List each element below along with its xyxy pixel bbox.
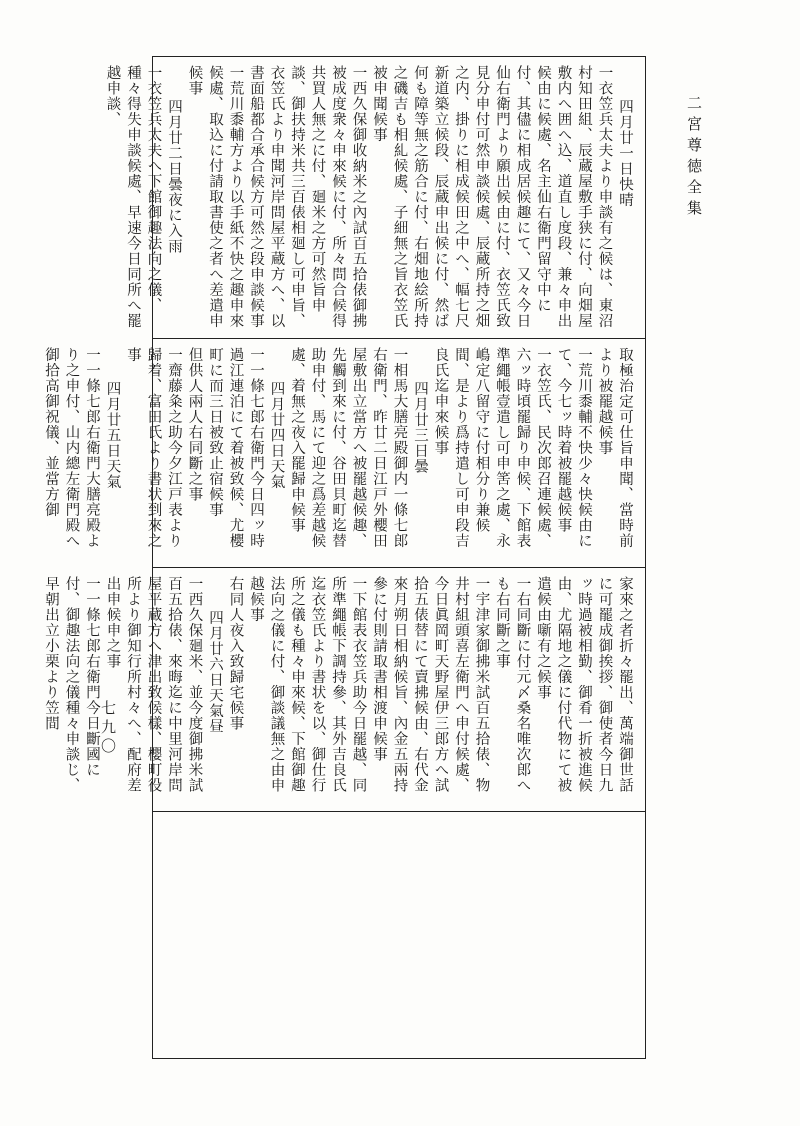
diary-entry: 一一條七郎右衛門今日四ッ時過江連泊にて着被致候、尤櫻町に而三日被致止宿候事 xyxy=(207,347,264,549)
diary-entry: 取極治定可仕旨申聞、當時前より被罷越候事 xyxy=(596,347,633,549)
date-heading: 四月廿二日曇夜に入雨 xyxy=(166,99,182,254)
diary-entry: 一齋藤粂之助今夕江戸表より歸着、富田氏より書状到來之事 xyxy=(125,347,182,549)
text-tier-2 xyxy=(43,339,645,568)
text-tier-1 xyxy=(104,57,645,339)
diary-entry: 一下館表衣笠兵助今日罷越、同所準繩帳下調持參、其外吉良氏迄衣笠氏より書状を以、御仕行所之儀も種々申來候、下館御趣法向之儀に付、御談議無之由申越候事 xyxy=(248,576,367,793)
diary-entry: 一一條七郎右衛門今日斷國に付、御趣法向之儀種々申談じ、早朝出立小栗より笠間 xyxy=(43,576,100,793)
running-head: 二宮尊徳全集 xyxy=(685,95,703,221)
diary-entry: 一相馬大膳亮殿御内一條七郎右衛門、昨廿二日江戸外櫻田屋敷出立當方へ被罷越候趣、先觸到來に付、谷田貝町迄替助申付、馬にて迎之爲差越候處、着無之夜入罷歸申候事 xyxy=(289,347,408,549)
diary-entry: 一衣笠氏、民次郎召連候處、六ッ時頃罷歸り申候、下館表準繩帳壹遣し可申筈之處、永嶋定八留守に付相分り兼候間、是より爲持遣し可申段吉良氏迄申來候事 xyxy=(432,347,551,549)
date-heading: 四月廿三日曇 xyxy=(412,381,428,474)
date-heading: 四月廿六日天氣昼 xyxy=(207,610,223,734)
diary-entry: 一宇津家御拂米試百五拾俵、物井村組頭喜左衛門へ申付候處、今日眞岡町天野屋伊三郎方へ試拾五俵替にて賣拂候由、右代金來月朔日相納候旨、內金五兩持參に付則請取書相渡申候事 xyxy=(371,576,490,793)
diary-entry: 一荒川黍輔方より以手紙不快之趣申來候處、取込に付請取書使之者へ差遣申候事 xyxy=(186,65,244,329)
date-heading: 四月廿五日天氣 xyxy=(104,381,121,490)
diary-entry: 一荒川黍輔不快少々快候由にて、今七ッ時着被罷越候事 xyxy=(555,347,592,549)
diary-entry: 一右同斷に付元〆桑名唯次郎へも右同斷之事 xyxy=(494,576,531,793)
diary-entry: 一一條七郎右衛門大膳亮殿より之申付、山内總左衛門殿へ御拾高御祝儀、並當方御 xyxy=(43,347,100,549)
page-number: 七九〇 xyxy=(99,700,117,757)
tier-text xyxy=(43,347,635,559)
date-heading: 四月廿一日快晴 xyxy=(617,99,633,208)
text-tier-4 xyxy=(153,812,645,1058)
tier-text xyxy=(163,820,635,1050)
date-heading: 四月廿四日天氣 xyxy=(268,381,285,490)
diary-entry: 一衣笠兵太夫へ下館御趣法向之儀、種々得失申談候處、早速今日同所へ罷越申談、 xyxy=(104,65,162,329)
diary-entry: 家來之者折々罷出、萬端御世話に可罷成御挨拶、御使者今日九ッ時過被相勤、御肴一折被進候由、尤隔地之儀に付代物にて被遣候由噺有之候事 xyxy=(535,576,633,793)
tier-text xyxy=(104,65,635,330)
diary-entry: 一西久保御收納米之內試百五拾俵御拂被成度衆々申來候に付、所々問合候得共買人無之に付、廻米之方可然旨申談、御扶持米共三百俵相廻し可申旨、衣笠氏より申聞河岸問屋平蔵方へ、以書面船都合承合候方可然之段申談候事 xyxy=(248,65,367,329)
diary-entry: 一西久保廻米、並今度御拂米試百五拾俵、來晦迄に中里河岸問屋平蔵方へ津出致候樣、櫻町役所より御知行所村々へ、配府差出申候申之事 xyxy=(104,576,203,793)
diary-entry: 但供人兩人右同斷之事 xyxy=(186,347,203,502)
diary-entry: 一衣笠兵太夫より申談有之候は、東沼村知田組、辰蔵屋敷手狭に付、向畑屋敷内へ囲へ込、道直し度段、兼々申出候由に候處、名主仙右衛門留守中に付、其儘に相成居候趣にて、又々今日仙右衛門より願出候由に付、衣笠氏致見分申付可然申談候處、辰蔵所持之畑之内、掛りに相成候田之中へ、幅七尺新道築立候段、辰蔵申出候に付、然ば何も障等無之筋合に付、右畑地絵所持之磯吉も相糺候處、子細無之旨衣笠氏被申聞候事 xyxy=(371,65,613,329)
diary-entry: 右同人夜入致歸宅候事 xyxy=(227,576,244,731)
